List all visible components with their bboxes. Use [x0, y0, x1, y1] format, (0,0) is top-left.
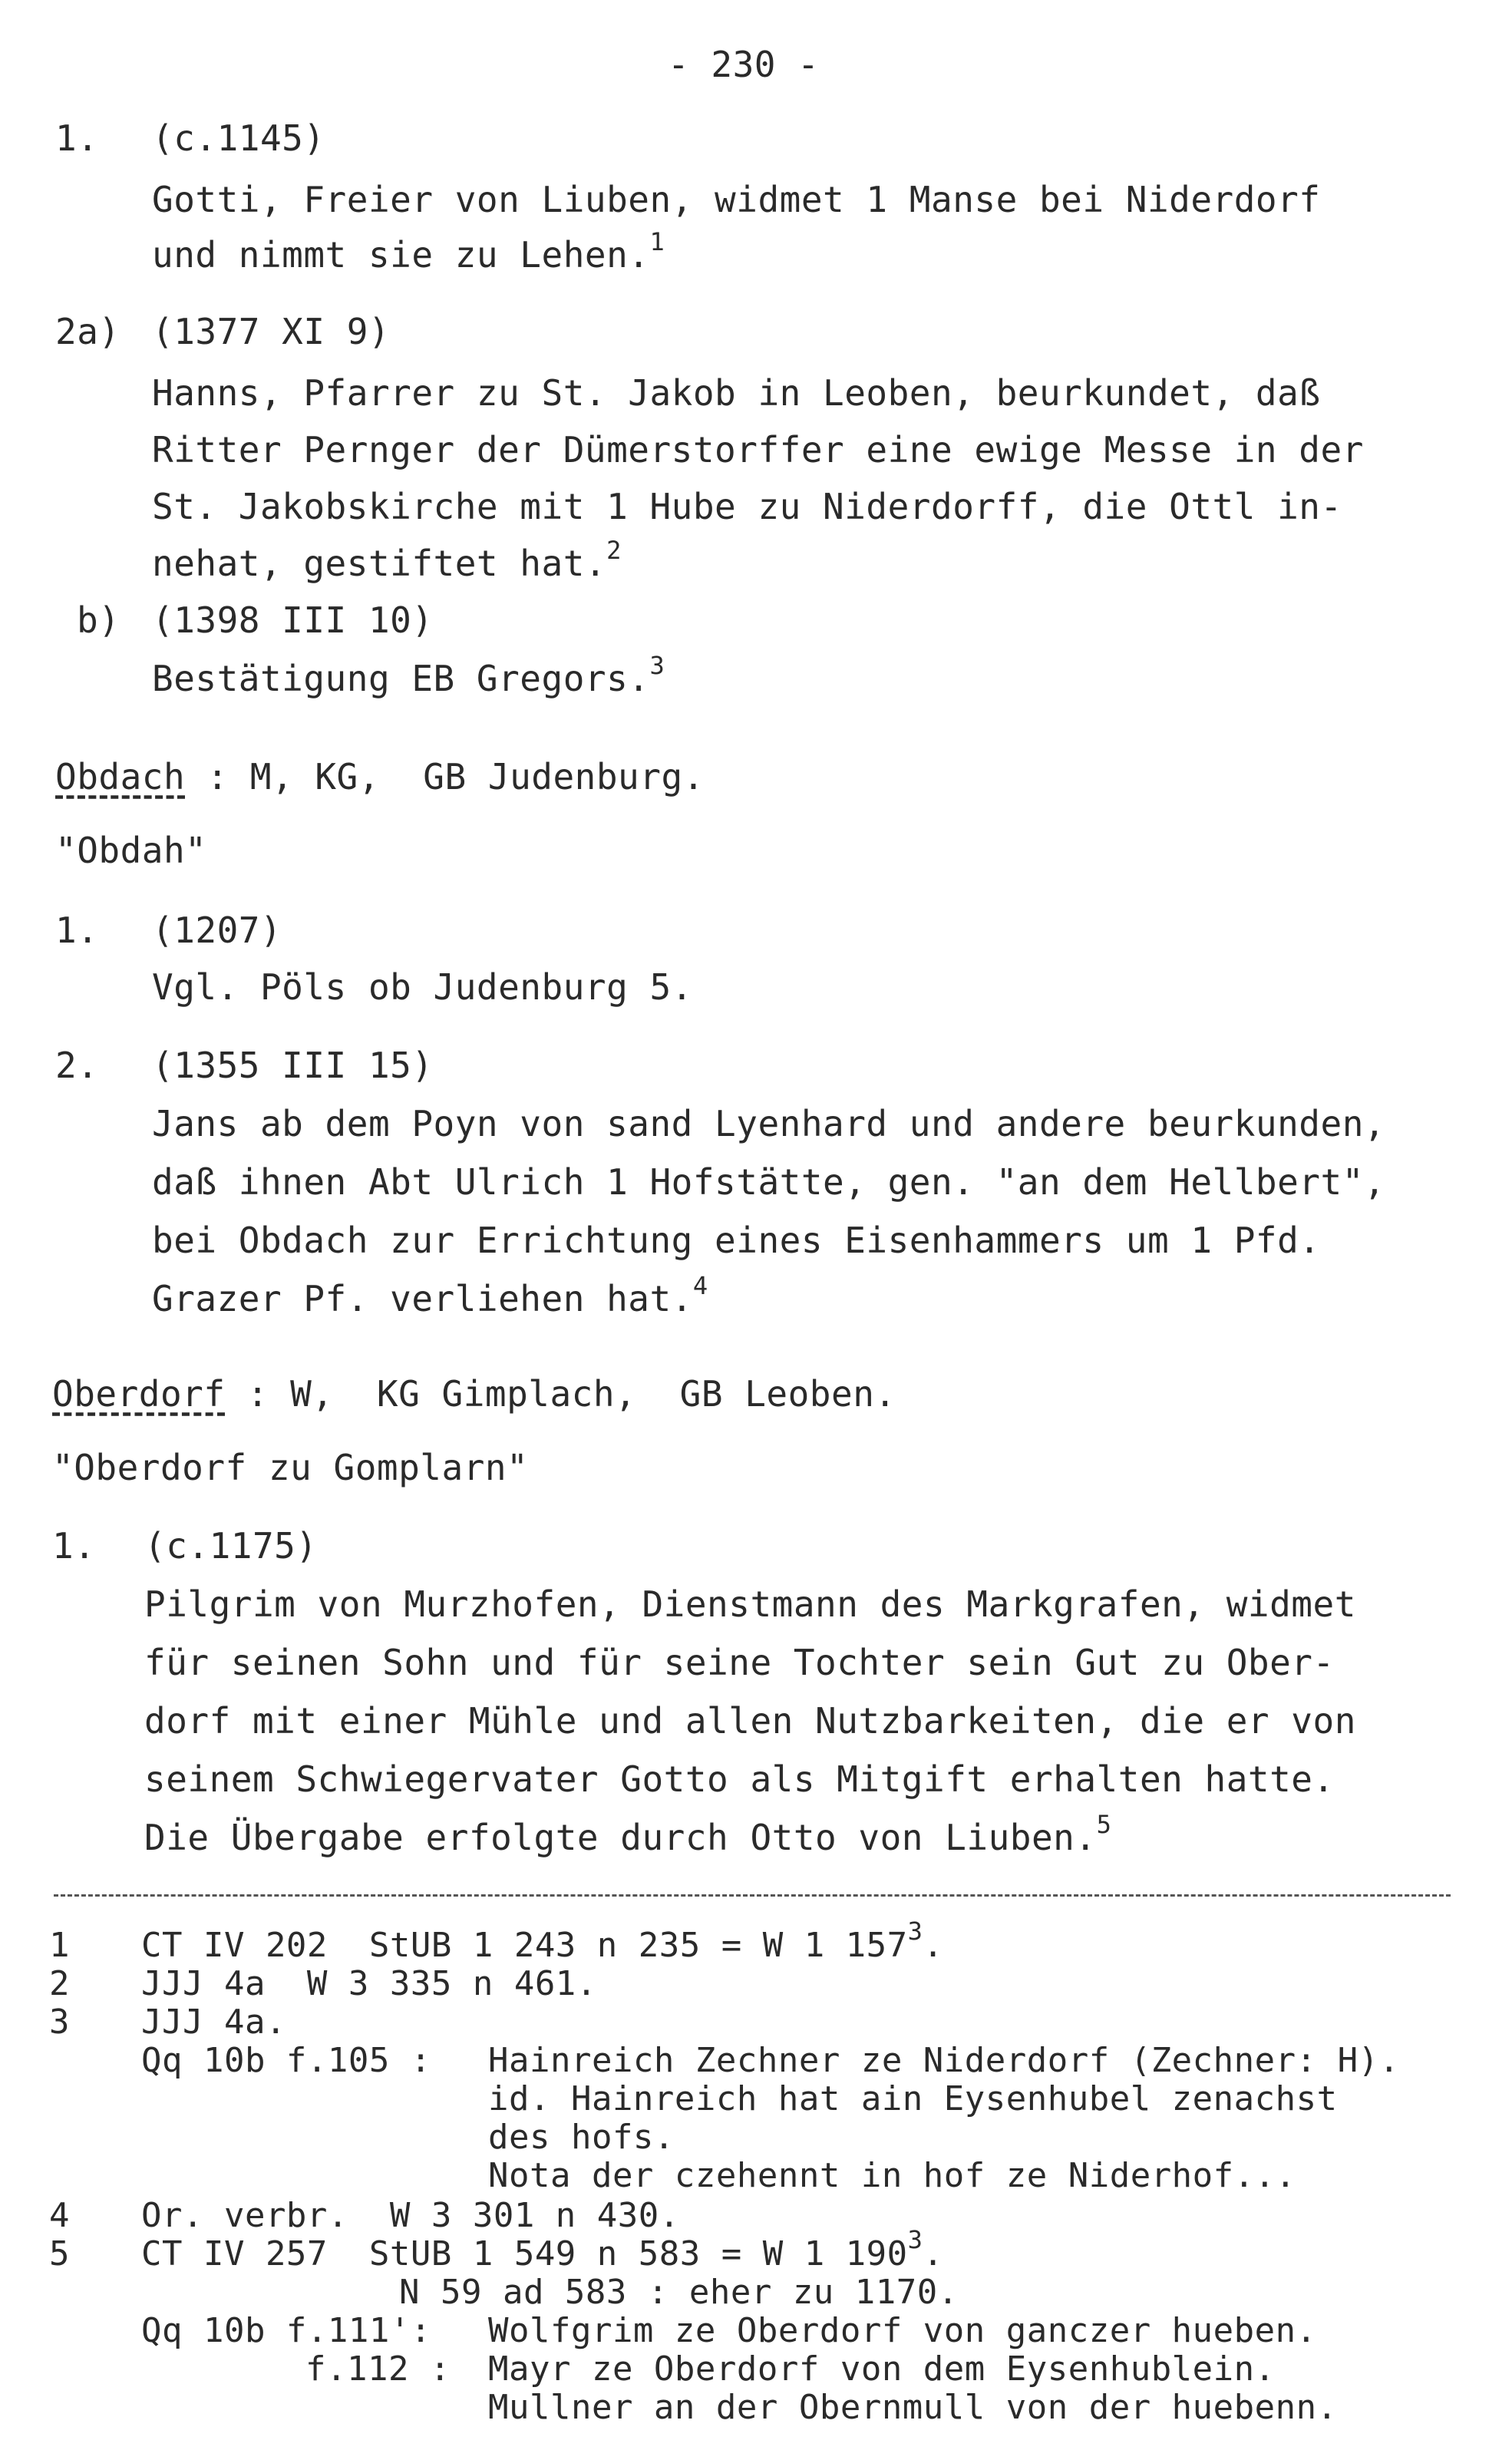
- footnote-quote: id. Hainreich hat ain Eysenhubel zenachst: [488, 2079, 1338, 2118]
- place-heading: [55, 755, 705, 798]
- entry-text-line: und nimmt sie zu Lehen.: [152, 234, 650, 276]
- footnote-ref: 2: [606, 535, 622, 565]
- entry-text: bei Obdach zur Errichtung eines Eisenhammers um 1 Pfd.: [152, 1220, 1321, 1261]
- entry-text-line: Die Übergabe erfolgte durch Otto von Liuben.: [144, 1817, 1097, 1858]
- page-number: - 230 -: [668, 44, 820, 85]
- entry-number: 2a): [55, 311, 120, 352]
- entry-text: Pilgrim von Murzhofen, Dienstmann des Markgrafen, widmet: [144, 1583, 1356, 1625]
- footnote-text: [141, 1917, 944, 1965]
- footnote-superscript: 3: [907, 2225, 923, 2255]
- entry-text: Ritter Pernger der Dümerstorffer eine ewige Messe in der: [152, 429, 1364, 471]
- entry-date: (c.1175): [144, 1525, 318, 1567]
- footnote-separator: [54, 1894, 1451, 1897]
- footnote-quote: Mayr ze Oberdorf von dem Eysenhublein.: [488, 2349, 1276, 2389]
- entry-date: (c.1145): [152, 117, 325, 159]
- entry-text: St. Jakobskirche mit 1 Hube zu Niderdorff, die Ottl in-: [152, 486, 1342, 527]
- entry-number: 1.: [55, 910, 99, 951]
- entry-text: für seinen Sohn und für seine Tochter sein Gut zu Ober-: [144, 1642, 1335, 1683]
- place-name: Obdach: [55, 756, 186, 797]
- footnote-line-end: .: [923, 1926, 944, 1965]
- footnote-ref: 3: [649, 650, 665, 680]
- footnote-quote: Wolfgrim ze Oberdorf von ganczer hueben.: [488, 2311, 1317, 2350]
- place-heading: [52, 1372, 896, 1415]
- footnote-number: 3: [49, 2003, 70, 2042]
- entry-text: [152, 650, 665, 700]
- entry-text: [144, 1809, 1112, 1859]
- place-historic-name: "Obdah": [55, 830, 207, 871]
- entry-text: [152, 535, 622, 585]
- entry-text-line: nehat, gestiftet hat.: [152, 543, 607, 584]
- entry-text: [152, 226, 665, 276]
- entry-date: (1398 III 10): [152, 599, 434, 641]
- footnote-text: [141, 2225, 944, 2273]
- footnote-number: 4: [49, 2196, 70, 2235]
- entry-text: Jans ab dem Poyn von sand Lyenhard und andere beurkunden,: [152, 1103, 1386, 1144]
- footnote-ref: 5: [1096, 1809, 1112, 1839]
- footnote-quote: Nota der czehennt in hof ze Niderhof...: [488, 2156, 1296, 2195]
- footnote-ref: 4: [692, 1270, 708, 1300]
- footnote-text: JJJ 4a.: [141, 2003, 286, 2042]
- footnote-superscript: 3: [907, 1917, 923, 1946]
- entry-text: Vgl. Pöls ob Judenburg 5.: [152, 966, 693, 1008]
- entry-text: Gotti, Freier von Liuben, widmet 1 Manse bei Niderdorf: [152, 179, 1321, 220]
- entry-number: 1.: [55, 117, 99, 159]
- footnote-number: 2: [49, 1964, 70, 2003]
- footnote-line: CT IV 257 StUB 1 549 n 583 = W 1 190: [141, 2234, 908, 2273]
- entry-text-line: Grazer Pf. verliehen hat.: [152, 1278, 693, 1319]
- footnote-text: JJJ 4a W 3 335 n 461.: [141, 1964, 597, 2003]
- footnote-quote: Mullner an der Obernmull von der huebenn.: [488, 2388, 1338, 2427]
- entry-text-line: Bestätigung EB Gregors.: [152, 658, 650, 699]
- entry-text: dorf mit einer Mühle und allen Nutzbarkeiten, die er von: [144, 1700, 1356, 1742]
- entry-text: seinem Schwiegervater Gotto als Mitgift erhalten hatte.: [144, 1758, 1335, 1800]
- footnote-line: CT IV 202 StUB 1 243 n 235 = W 1 157: [141, 1926, 908, 1965]
- entry-date: (1207): [152, 910, 282, 951]
- footnote-quote: des hofs.: [488, 2118, 675, 2157]
- footnote-ref: 1: [649, 226, 665, 256]
- entry-date: (1355 III 15): [152, 1045, 434, 1086]
- entry-number: 2.: [55, 1045, 99, 1086]
- entry-number: b): [77, 599, 120, 641]
- footnote-line-end: .: [923, 2234, 944, 2273]
- footnote-source: Qq 10b f.105 :: [141, 2041, 431, 2080]
- place-name: Oberdorf: [52, 1373, 226, 1415]
- place-description: : M, KG, GB Judenburg.: [185, 756, 705, 797]
- entry-number: 1.: [52, 1525, 96, 1567]
- footnote-number: 1: [49, 1926, 70, 1965]
- footnote-text: Or. verbr. W 3 301 n 430.: [141, 2196, 680, 2235]
- footnote-text: N 59 ad 583 : eher zu 1170.: [399, 2273, 959, 2312]
- footnote-quote: Hainreich Zechner ze Niderdorf (Zechner: H).: [488, 2041, 1400, 2080]
- entry-text: daß ihnen Abt Ulrich 1 Hofstätte, gen. "an dem Hellbert",: [152, 1161, 1386, 1203]
- entry-text: [152, 1270, 708, 1320]
- entry-date: (1377 XI 9): [152, 311, 391, 352]
- footnote-source: f.112 :: [305, 2349, 451, 2389]
- place-description: : W, KG Gimplach, GB Leoben.: [225, 1373, 896, 1415]
- footnote-source: Qq 10b f.111':: [141, 2311, 431, 2350]
- entry-text: Hanns, Pfarrer zu St. Jakob in Leoben, beurkundet, daß: [152, 372, 1321, 414]
- footnote-number: 5: [49, 2234, 70, 2273]
- place-historic-name: "Oberdorf zu Gomplarn": [52, 1447, 529, 1488]
